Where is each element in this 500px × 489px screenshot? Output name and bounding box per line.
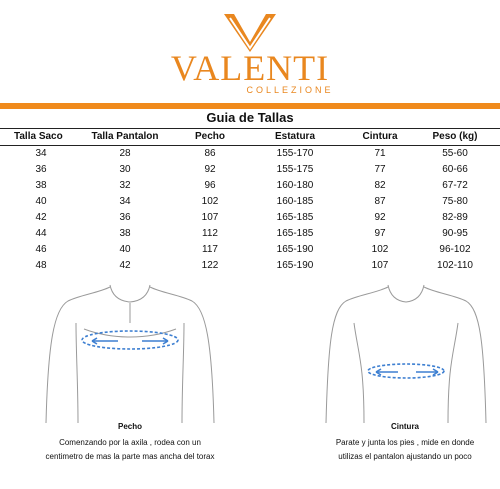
table-row bbox=[0, 242, 500, 258]
header-pecho: Pecho bbox=[194, 131, 225, 142]
cell-estatura: 165-190 bbox=[276, 244, 314, 255]
waist-caption-text bbox=[300, 436, 500, 464]
cell-talla-pantalon: 42 bbox=[119, 260, 131, 271]
cell-estatura: 165-185 bbox=[276, 228, 314, 239]
cell-peso: 75-80 bbox=[442, 196, 468, 207]
cell-talla-saco: 34 bbox=[35, 148, 47, 159]
chest-caption-line-1: Comenzando por la axila , rodea con un bbox=[59, 438, 201, 447]
cell-talla-saco: 36 bbox=[35, 164, 47, 175]
cell-talla-pantalon: 28 bbox=[119, 148, 131, 159]
torso-waist-measure-icon bbox=[320, 283, 490, 423]
cell-cintura: 97 bbox=[374, 228, 386, 239]
cell-estatura: 165-185 bbox=[276, 212, 314, 223]
cell-pecho: 122 bbox=[201, 260, 219, 271]
cell-estatura: 160-180 bbox=[276, 180, 314, 191]
brand-name: VALENTI bbox=[170, 48, 330, 88]
cell-cintura: 107 bbox=[371, 260, 389, 271]
header-talla-saco: Talla Saco bbox=[14, 131, 63, 142]
cell-cintura: 102 bbox=[371, 244, 389, 255]
cell-estatura: 155-175 bbox=[276, 164, 314, 175]
waist-caption-line-1: Parate y junta los pies , mide en donde bbox=[335, 438, 475, 447]
table-row bbox=[0, 146, 500, 162]
table-row bbox=[0, 162, 500, 178]
table-header-row bbox=[0, 129, 500, 145]
cell-estatura: 165-190 bbox=[276, 260, 314, 271]
cell-talla-pantalon: 36 bbox=[119, 212, 131, 223]
cell-cintura: 71 bbox=[374, 148, 386, 159]
cell-pecho: 86 bbox=[204, 148, 216, 159]
orange-divider bbox=[0, 103, 500, 109]
chest-caption-title: Pecho bbox=[117, 422, 142, 431]
cell-pecho: 96 bbox=[204, 180, 216, 191]
cell-cintura: 87 bbox=[374, 196, 386, 207]
cell-talla-saco: 38 bbox=[35, 180, 47, 191]
chest-caption-line-2: centimetro de mas la parte mas ancha del torax bbox=[45, 452, 215, 461]
cell-cintura: 82 bbox=[374, 180, 386, 191]
cell-peso: 90-95 bbox=[442, 228, 468, 239]
brand-subtitle: COLLEZIONE bbox=[246, 85, 334, 95]
table-row bbox=[0, 194, 500, 210]
table-title: Guia de Tallas bbox=[206, 110, 294, 125]
cell-talla-saco: 42 bbox=[35, 212, 47, 223]
brand-logo bbox=[0, 0, 500, 100]
cell-talla-pantalon: 30 bbox=[119, 164, 131, 175]
cell-peso: 96-102 bbox=[439, 244, 471, 255]
header-estatura: Estatura bbox=[274, 131, 315, 142]
cell-talla-pantalon: 34 bbox=[119, 196, 131, 207]
cell-cintura: 92 bbox=[374, 212, 386, 223]
cell-talla-saco: 48 bbox=[35, 260, 47, 271]
cell-estatura: 155-170 bbox=[276, 148, 314, 159]
table-row bbox=[0, 210, 500, 226]
cell-peso: 82-89 bbox=[442, 212, 468, 223]
cell-peso: 67-72 bbox=[442, 180, 468, 191]
waist-caption-line-2: utilizas el pantalon ajustando un poco bbox=[338, 452, 472, 461]
table-row bbox=[0, 178, 500, 194]
cell-talla-saco: 44 bbox=[35, 228, 47, 239]
cell-peso: 55-60 bbox=[442, 148, 468, 159]
cell-pecho: 102 bbox=[201, 196, 219, 207]
cell-peso: 102-110 bbox=[437, 260, 473, 271]
cell-pecho: 117 bbox=[202, 244, 218, 255]
cell-talla-saco: 46 bbox=[35, 244, 47, 255]
torso-chest-measure-icon bbox=[40, 283, 220, 423]
chest-caption-text bbox=[20, 436, 240, 464]
cell-talla-pantalon: 40 bbox=[119, 244, 131, 255]
cell-pecho: 92 bbox=[204, 164, 216, 175]
cell-cintura: 77 bbox=[374, 164, 386, 175]
cell-talla-saco: 40 bbox=[35, 196, 47, 207]
waist-caption-title: Cintura bbox=[391, 422, 419, 431]
header-cintura: Cintura bbox=[362, 131, 398, 142]
cell-talla-pantalon: 38 bbox=[119, 228, 131, 239]
cell-estatura: 160-185 bbox=[276, 196, 314, 207]
table-row bbox=[0, 226, 500, 242]
header-peso: Peso (kg) bbox=[432, 131, 478, 142]
cell-pecho: 107 bbox=[201, 212, 219, 223]
cell-pecho: 112 bbox=[202, 228, 218, 239]
table-row bbox=[0, 258, 500, 274]
cell-talla-pantalon: 32 bbox=[119, 180, 131, 191]
cell-peso: 60-66 bbox=[442, 164, 468, 175]
header-talla-pantalon: Talla Pantalon bbox=[91, 131, 159, 142]
